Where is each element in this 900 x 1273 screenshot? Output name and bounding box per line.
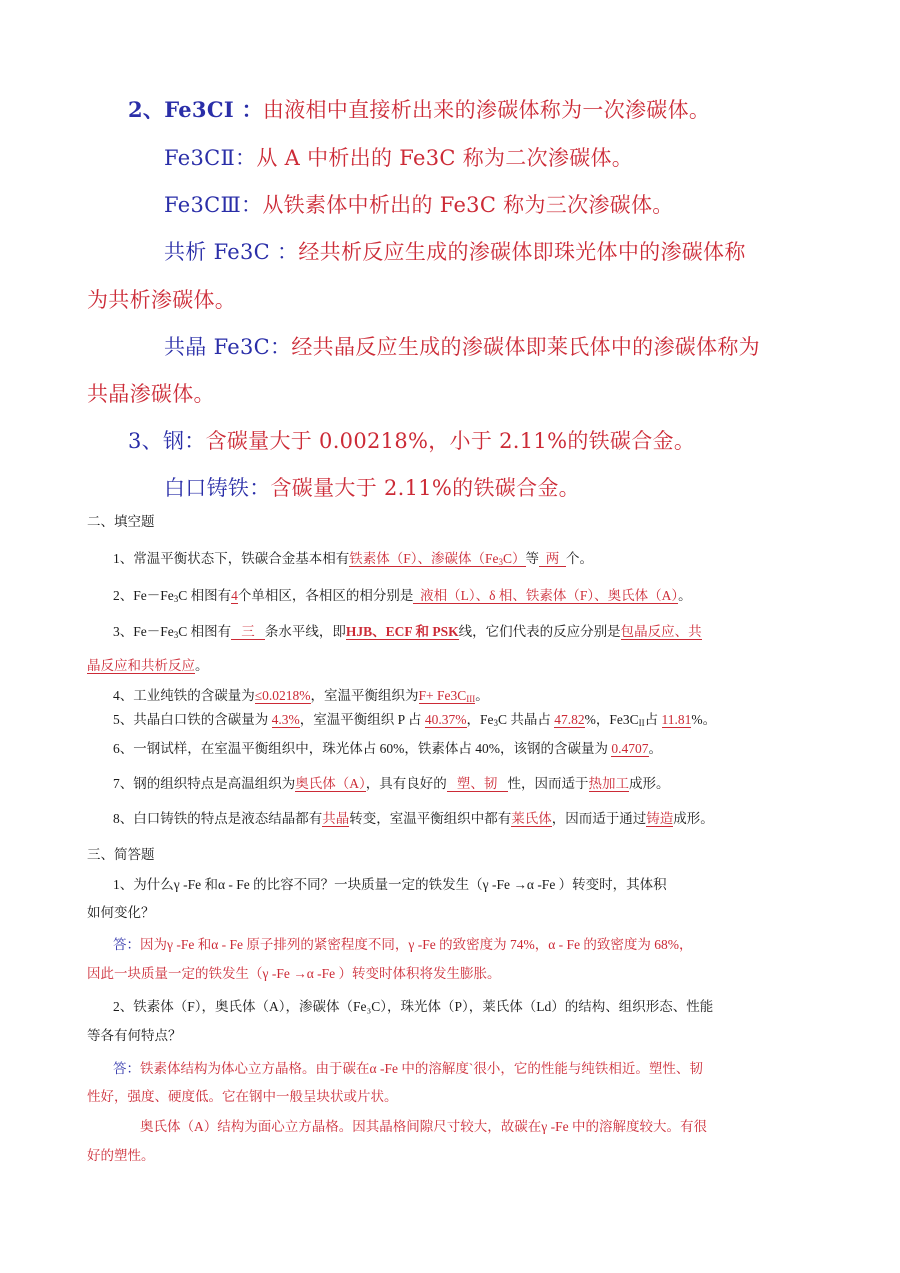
short-q2: 2、铁素体（F），奥氏体（A），渗碳体（Fe₃C），珠光体（P），莱氏体（Ld）的结构、组织形态、性能 [113,999,714,1014]
answer-blank: 热加工 [588,776,629,791]
def-text: 经共晶反应生成的渗碳体即莱氏体中的渗碳体称为 [291,335,760,359]
def-label: 共晶 Fe3C： [164,335,292,359]
answer-blank: 铸造 [646,811,674,826]
fill-q5: 5、共晶白口铁的含碳量为 4.3%，室温平衡组织 P 占 40.37%，$Fe_3C$ 共晶占 47.82%，$Fe3C_{II}$占 11.81%。 [113,712,717,728]
fill-q1 [113,550,593,571]
def-white-iron [164,476,580,500]
answer-blank: 共晶 [322,811,350,826]
def-eutectic [164,335,760,359]
answer-blank: 两 [539,551,567,566]
fill-q3-cont: 晶反应和共析反应。 [87,658,209,673]
answer-blank: 莱氏体 [511,811,552,826]
answer-blank: 11.81 [661,712,692,727]
answer-blank: 晶反应和共析反应 [87,658,195,673]
short-a2-austenite: 奥氏体（A）结构为面心立方晶格。因其晶格间隙尺寸较大，故碳在γ -Fe 中的溶解度较大。有很 [140,1119,707,1134]
def-eutectic-cont: 共晶渗碳体。 [87,382,215,406]
def-label: 3、钢： [128,429,206,453]
answer-label: 答： [113,1061,140,1076]
section-title-fill-blank: 二、填空题 [87,514,155,529]
def-label: Fe3CⅢ： [164,193,263,217]
answer-blank: 包晶反应、共 [620,624,702,639]
def-text: 由液相中直接析出来的渗碳体称为一次渗碳体。 [262,98,711,122]
q-text: 个。 [566,551,594,566]
answer-blank: 液相（L）、δ 相、铁素体（F）、奥氏体（A） [413,588,679,603]
short-a2 [113,1060,703,1078]
answer-blank: 4.3% [271,712,300,727]
fill-q3: 3、$Fe-Fe_3C$ 相图有 三 条水平线，即HJB、ECF 和 PSK线，它们代表的反应分别是包晶反应、共 [113,624,702,640]
short-a2-cont: 性好，强度、硬度低。它在钢中一般呈块状或片状。 [87,1089,398,1104]
def-text: 从 A 中析出的 Fe3C 称为二次渗碳体。 [256,146,634,170]
answer-blank: 塑、韧 [446,776,508,791]
def-text: 从铁素体中析出的 Fe3C 称为三次渗碳体。 [262,193,674,217]
answer-blank: 0.4707 [611,741,649,756]
fill-q6: 6、一钢试样，在室温平衡组织中，珠光体占 60%，铁素体占 40%，该钢的含碳量为 0.4707。 [113,741,662,756]
def-text: 经共析反应生成的渗碳体即珠光体中的渗碳体称 [298,240,746,264]
q-text: 等 [525,551,540,566]
section-title-short-answer: 三、简答题 [87,847,155,862]
answer-text: 铁素体结构为体心立方晶格。由于碳在α -Fe 中的溶解度`很小，它的性能与纯铁相近。塑性、韧 [140,1061,703,1076]
answer-blank: 4 [231,588,238,603]
def-eutectoid-cont: 为共析渗碳体。 [87,288,237,312]
fill-q4: 4、工业纯铁的含碳量为≤0.0218%，室温平衡组织为$F+ Fe3C_{III}$。 [113,688,489,704]
short-q1: 1、为什么γ -Fe 和α - Fe 的比容不同？一块质量一定的铁发生（γ -Fe →α -Fe ）转变时，其体积 [113,877,667,892]
answer-blank: 三 [231,624,265,639]
answer-blank: 奥氏体（A） [295,776,366,791]
short-a1-cont: 因此一块质量一定的铁发生（γ -Fe →α -Fe ）转变时体积将发生膨胀。 [87,966,501,981]
def-text: 含碳量大于 0.00218%，小于 2.11%的铁碳合金。 [205,429,696,453]
answer-blank: 40.37% [424,712,467,727]
answer-blank: HJB、ECF 和 PSK [345,624,459,639]
short-q2-cont: 等各有何特点？ [87,1028,182,1043]
def-label: 2、Fe3CⅠ ： [128,97,263,122]
def-fe3c1 [128,98,710,122]
answer-blank: 铁素体（F）、渗碳体$(Fe_3C)$ [349,551,526,567]
def-label: 白口铸铁： [164,476,271,500]
def-label: 共析 Fe3C ： [164,240,299,264]
short-q1-cont: 如何变化？ [87,905,155,920]
fill-q7: 7、钢的组织特点是高温组织为奥氏体（A），具有良好的 塑、韧 性，因而适于热加工成形。 [113,776,670,791]
def-eutectoid [164,240,746,264]
answer-label: 答： [113,937,140,952]
def-text: 含碳量大于 2.11%的铁碳合金。 [270,476,580,500]
answer-text: 因为γ -Fe 和α - Fe 原子排列的紧密程度不同，γ -Fe 的致密度为 74%，α - Fe 的致密度为 68%， [140,937,693,952]
short-a2-austenite-cont: 好的塑性。 [87,1148,155,1163]
def-fe3c2 [164,146,633,170]
def-label: Fe3CⅡ： [164,146,257,170]
short-a1 [113,936,693,954]
answer-blank: 47.82 [554,712,585,727]
fill-q8: 8、白口铸铁的特点是液态结晶都有共晶转变，室温平衡组织中都有莱氏体，因而适于通过铸造成形。 [113,811,714,826]
answer-blank: ≤0.0218% [254,688,311,703]
def-steel [128,429,695,453]
answer-blank: $F+ Fe3C_{III}$ [418,688,476,704]
fill-q2: 2、$Fe-Fe_3C$ 相图有4个单相区，各相区的相分别是 液相（L）、δ 相、铁素体（F）、奥氏体（A）。 [113,588,692,604]
def-fe3c3 [164,193,674,217]
q-text: 1、常温平衡状态下，铁碳合金基本相有 [113,551,350,566]
